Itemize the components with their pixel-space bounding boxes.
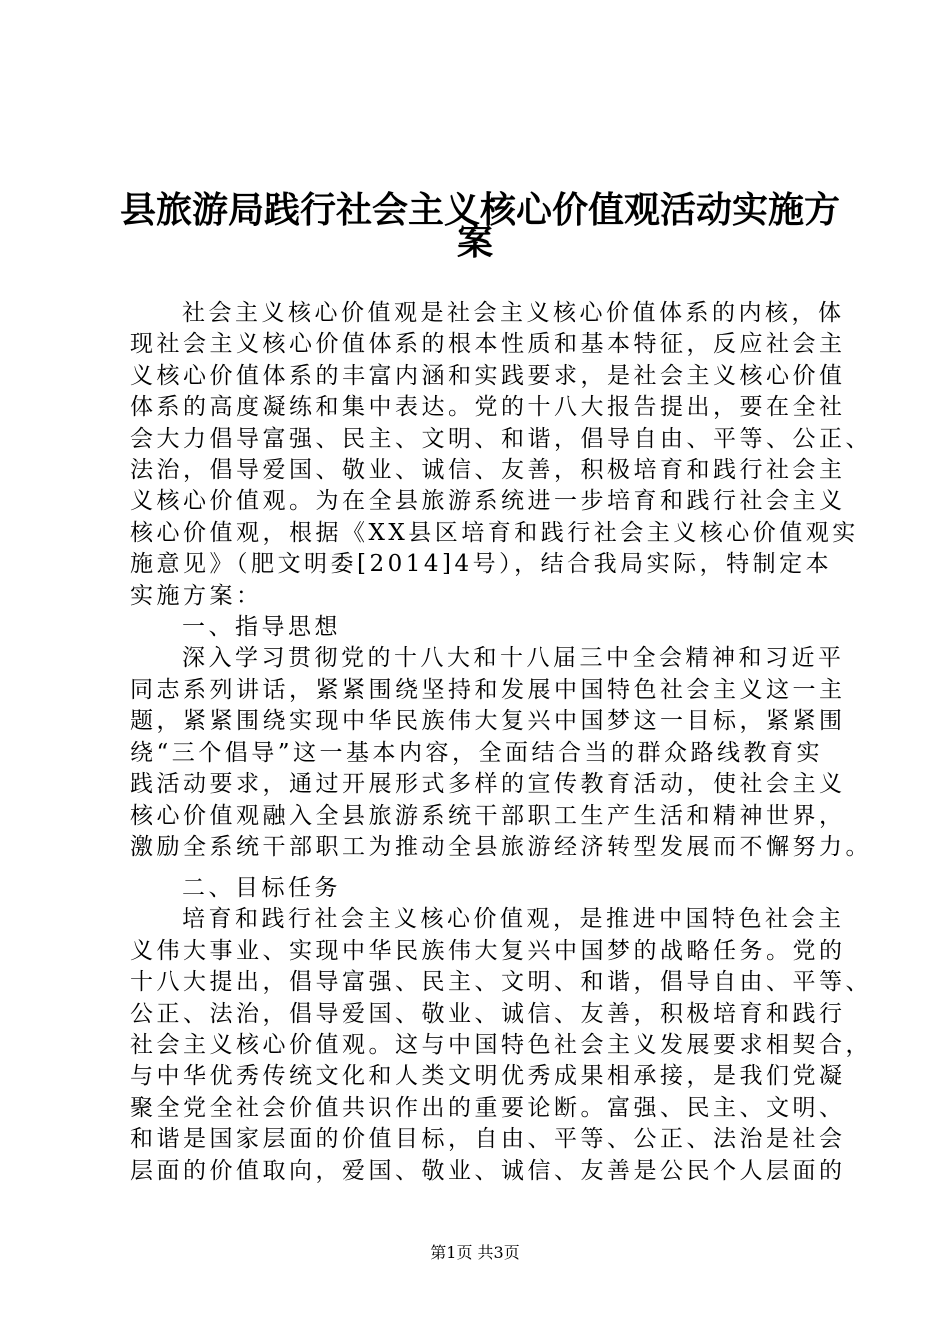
text-line: 现社会主义核心价值体系的根本性质和基本特征，反应社会主 — [130, 331, 846, 358]
text-line: 公正、法治，倡导爱国、敬业、诚信、友善，积极培育和践行 — [130, 1000, 846, 1027]
text-line: 践活动要求，通过开展形式多样的宣传教育活动，使社会主义 — [130, 771, 846, 798]
text-line: 核心价值观，根据《XX县区培育和践行社会主义核心价值观实 — [130, 519, 859, 546]
text-line: 同志系列讲话，紧紧围绕坚持和发展中国特色社会主义这一主 — [130, 676, 846, 703]
text-line: 和谐是国家层面的价值目标，自由、平等、公正、法治是社会 — [130, 1126, 846, 1153]
text-line: 核心价值观融入全县旅游系统干部职工生产生活和精神世界， — [130, 802, 846, 829]
text-line: 深入学习贯彻党的十八大和十八届三中全会精神和习近平 — [182, 645, 845, 672]
intro-paragraph — [130, 298, 872, 863]
text-line: 会大力倡导富强、民主、文明、和谐，倡导自由、平等、公正、 — [130, 425, 872, 452]
text-line: 激励全系统干部职工为推动全县旅游经济转型发展而不懈努力。 — [130, 833, 872, 860]
text-line: 义核心价值观。为在全县旅游系统进一步培育和践行社会主义 — [130, 488, 846, 515]
section-heading-guiding-ideology: 一、指导思想 — [182, 614, 341, 641]
text-line: 体系的高度凝练和集中表达。党的十八大报告提出，要在全社 — [130, 394, 846, 421]
targets-section — [130, 873, 872, 1187]
document-title-line-2: 案 — [456, 221, 493, 263]
text-line: 绕“三个倡导”这一基本内容，全面结合当的群众路线教育实 — [130, 739, 824, 766]
text-line: 与中华优秀传统文化和人类文明优秀成果相承接，是我们党凝 — [130, 1063, 846, 1090]
text-line: 义伟大事业、实现中华民族伟大复兴中国梦的战略任务。党的 — [130, 937, 846, 964]
text-line: 层面的价值取向，爱国、敬业、诚信、友善是公民个人层面的 — [130, 1157, 846, 1184]
text-line: 聚全党全社会价值共识作出的重要论断。富强、民主、文明、 — [130, 1094, 846, 1121]
text-line: 法治，倡导爱国、敬业、诚信、友善，积极培育和践行社会主 — [130, 457, 846, 484]
section-heading-targets: 二、目标任务 — [182, 875, 341, 901]
text-line: 社会主义核心价值观是社会主义核心价值体系的内核，体 — [182, 300, 845, 326]
document-title-line-1: 县旅游局践行社会主义核心价值观活动实施方 — [120, 189, 841, 231]
text-line: 培育和践行社会主义核心价值观，是推进中国特色社会主 — [182, 906, 845, 933]
text-line: 义核心价值体系的丰富内涵和实践要求，是社会主义核心价值 — [130, 362, 846, 389]
page-footer: 第1页 共3页 — [430, 1243, 520, 1262]
text-line: 社会主义核心价值观。这与中国特色社会主义发展要求相契合， — [130, 1032, 872, 1059]
text-line: 十八大提出，倡导富强、民主、文明、和谐，倡导自由、平等、 — [130, 969, 872, 996]
text-line: 实施方案： — [130, 582, 263, 609]
text-line: 施意见》（肥文明委[2014]4号），结合我局实际，特制定本 — [130, 551, 833, 578]
text-line: 题，紧紧围绕实现中华民族伟大复兴中国梦这一目标，紧紧围 — [130, 708, 846, 735]
